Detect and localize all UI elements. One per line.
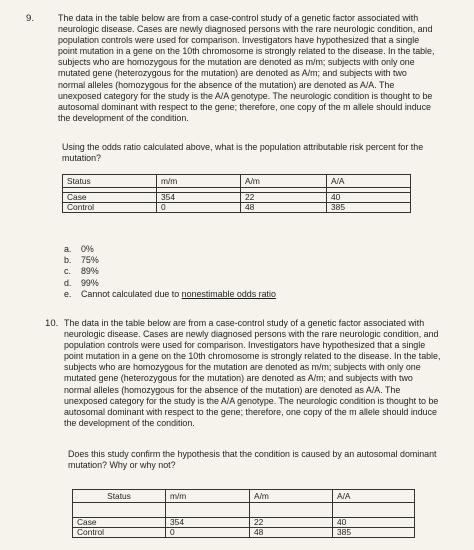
table-row	[73, 518, 415, 528]
stem-line: population controls were used for comparison. Investigators have hypothesized that a single	[58, 35, 420, 46]
table-cell: Control	[73, 528, 166, 538]
table-cell: Control	[63, 203, 157, 213]
stem-line: the development of the condition.	[64, 417, 195, 428]
choice-b[interactable]	[64, 255, 276, 266]
stem-line: point mutation in a gene on the 10th chromosome is strongly related to the disease. In the table,	[64, 351, 441, 362]
stem-line: point mutation in a gene on the 10th chromosome is strongly related to the disease. In the table,	[58, 46, 435, 57]
table-header-row	[73, 490, 415, 503]
table-cell: 48	[241, 203, 327, 213]
question-9-number: 9.	[26, 13, 35, 24]
choice-d[interactable]	[64, 278, 276, 289]
choice-text-underlined: nonestimable odds ratio	[181, 288, 276, 299]
question-9-table	[62, 174, 411, 213]
table-header-cell: A/A	[333, 490, 415, 503]
stem-line: population controls were used for comparison. Investigators have hypothesized that a single	[64, 340, 426, 351]
table-cell: Case	[63, 193, 157, 203]
table-cell: 354	[166, 518, 250, 528]
choice-text: 0%	[81, 244, 94, 254]
table-header-cell: A/m	[250, 490, 333, 503]
table-header-cell: Status	[63, 175, 157, 188]
stem-line: autosomal dominant with respect to the gene; therefore, one copy of the m allele should induce	[58, 101, 431, 112]
choice-letter: c.	[64, 266, 71, 277]
table-spacer-row	[73, 503, 415, 518]
question-10-table	[72, 489, 415, 538]
table-cell: 48	[250, 528, 333, 538]
stem-line: the development of the condition.	[58, 112, 189, 123]
choice-letter: e.	[64, 288, 72, 299]
table-cell: 22	[241, 193, 327, 203]
table-header-cell: A/m	[241, 175, 327, 188]
question-10-number: 10.	[45, 318, 59, 329]
table-cell: Case	[73, 518, 166, 528]
question-9-prompt	[62, 142, 442, 164]
choice-a[interactable]	[64, 244, 276, 255]
choice-text: 89%	[81, 266, 99, 277]
choice-letter: b.	[64, 255, 72, 266]
stem-line: normal alleles (homozygous for the absence of the mutation) are denoted as A/A. The	[58, 79, 395, 90]
table-row	[73, 528, 415, 538]
stem-line: mutated gene (heterozygous for the mutation) are denoted as A/m; and subjects with two	[64, 373, 413, 384]
table-header-cell: m/m	[166, 490, 250, 503]
question-9-choices	[64, 244, 276, 300]
table-cell: 385	[333, 528, 415, 538]
stem-line: subjects who are homozygous for the mutation are denoted as m/m; subjects with only one	[58, 57, 415, 68]
table-cell: 0	[166, 528, 250, 538]
prompt-line: mutation? Why or why not?	[68, 460, 176, 471]
table-cell: 40	[333, 518, 415, 528]
table-cell: 385	[327, 203, 411, 213]
question-9-stem	[58, 13, 438, 124]
choice-text: 99%	[81, 277, 99, 288]
stem-line: mutated gene (heterozygous for the mutation) are denoted as A/m; and subjects with two	[58, 68, 407, 79]
table-cell: 354	[157, 193, 241, 203]
choice-letter: d.	[64, 277, 72, 288]
stem-line: neurologic disease. Cases are newly diagnosed persons with the rare neurologic condition, and	[58, 24, 433, 35]
table-cell: 40	[327, 193, 411, 203]
table-header-cell: A/A	[327, 175, 411, 188]
question-10-stem	[64, 318, 444, 429]
stem-line: subjects who are homozygous for the mutation are denoted as m/m; subjects with only one	[64, 362, 421, 373]
choice-text: 75%	[81, 255, 99, 266]
prompt-line: Does this study confirm the hypothesis that the condition is caused by an autosomal dominant	[68, 449, 437, 459]
stem-line: unexposed category for the study is the A/A genotype. The neurologic condition is thought to be	[58, 90, 433, 101]
choice-letter: a.	[64, 244, 72, 254]
stem-line: The data in the table below are from a case-control study of a genetic factor associated with	[64, 318, 425, 328]
question-10-prompt	[68, 449, 448, 471]
table-cell: 0	[157, 203, 241, 213]
stem-line: normal alleles (homozygous for the absence of the mutation) are denoted as A/A. The	[64, 384, 401, 395]
table-header-row	[63, 175, 411, 188]
table-cell: 22	[250, 518, 333, 528]
prompt-line: Using the odds ratio calculated above, what is the population attributable risk percent for the	[62, 142, 424, 152]
stem-line: autosomal dominant with respect to the gene; therefore, one copy of the m allele should induce	[64, 406, 437, 417]
stem-line: neurologic disease. Cases are newly diagnosed persons with the rare neurologic condition, and	[64, 329, 439, 340]
table-header-cell: m/m	[157, 175, 241, 188]
stem-line: unexposed category for the study is the A/A genotype. The neurologic condition is thought to be	[64, 395, 439, 406]
table-row	[63, 203, 411, 213]
stem-line: The data in the table below are from a case-control study of a genetic factor associated with	[58, 13, 419, 23]
choice-c[interactable]	[64, 266, 276, 277]
prompt-line: mutation?	[62, 153, 101, 164]
choice-text: Cannot calculated due to	[81, 288, 182, 299]
choice-e[interactable]	[64, 289, 276, 300]
table-row	[63, 193, 411, 203]
table-header-cell: Status	[73, 490, 166, 503]
